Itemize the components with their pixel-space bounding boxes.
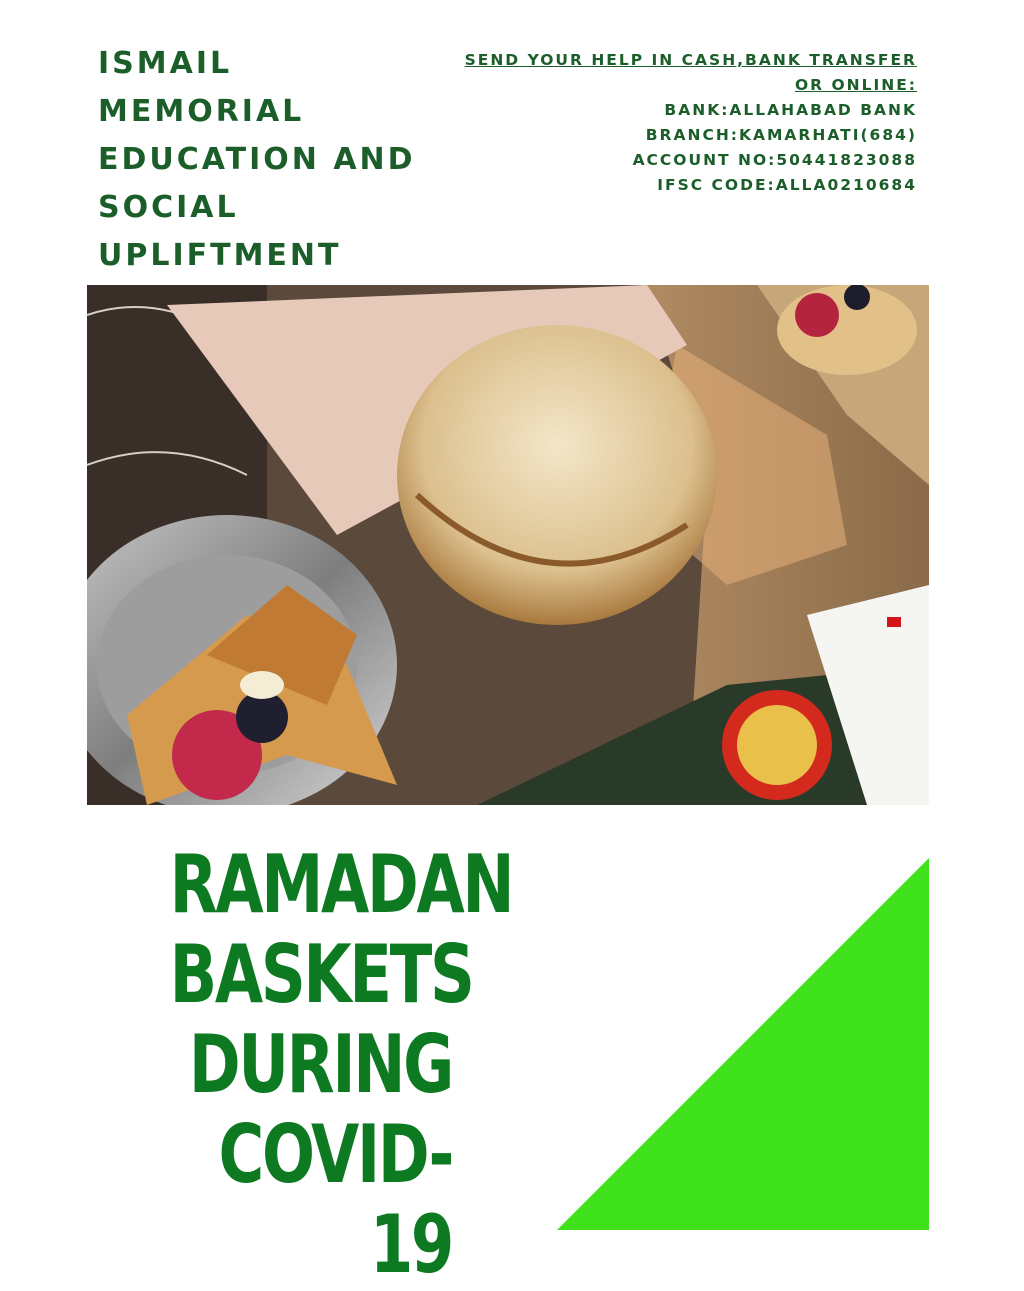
org-line: ISMAIL <box>98 46 233 81</box>
headline <box>169 838 513 1291</box>
org-line: EDUCATION AND <box>98 142 416 177</box>
food-basket-photo <box>87 285 929 805</box>
donation-heading: SEND YOUR HELP IN CASH,BANK TRANSFER <box>464 51 917 69</box>
org-line: MEMORIAL <box>98 94 305 129</box>
org-line: UPLIFTMENT <box>98 238 342 273</box>
donation-info <box>397 48 917 198</box>
branch-name: BRANCH:KAMARHATI(684) <box>645 126 917 144</box>
bank-name: BANK:ALLAHABAD BANK <box>664 101 917 119</box>
headline-line: DURING <box>188 1018 453 1111</box>
donation-heading-cont: OR ONLINE: <box>794 76 917 94</box>
headline-line: RAMADAN <box>169 838 513 931</box>
org-line: SOCIAL <box>98 190 239 225</box>
account-number: ACCOUNT NO:50441823088 <box>632 151 917 169</box>
green-triangle-decoration <box>557 858 929 1230</box>
ifsc-code: IFSC CODE:ALLA0210684 <box>657 176 917 194</box>
headline-line: COVID-19 <box>218 1108 452 1291</box>
headline-line: BASKETS <box>169 928 473 1021</box>
